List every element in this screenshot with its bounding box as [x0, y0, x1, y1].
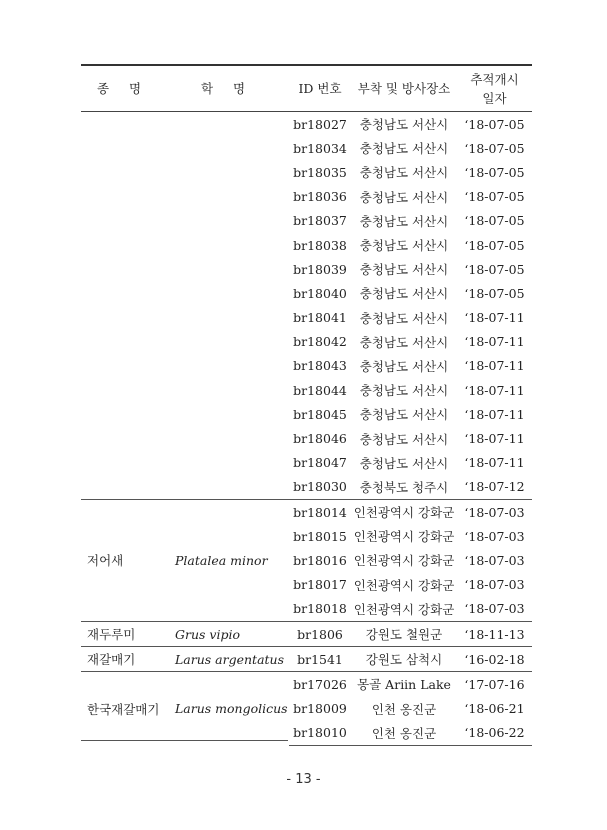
date-cell: ‘18-07-05: [464, 285, 525, 301]
id-cell: br18043: [293, 358, 347, 374]
date-cell: ‘18-07-03: [464, 601, 525, 617]
place-cell: 충청남도 서산시: [359, 455, 449, 471]
table-row: [81, 112, 532, 137]
place-cell: 인천광역시 강화군: [353, 553, 455, 569]
id-cell: br18040: [293, 285, 347, 301]
id-cell: br18037: [293, 213, 347, 229]
date-cell: ‘18-07-11: [464, 431, 525, 447]
place-cell: 인천광역시 강화군: [353, 529, 455, 545]
id-cell: br18030: [293, 479, 347, 495]
species-cell: 재갈매기: [81, 647, 165, 672]
date-cell: ‘18-07-11: [464, 310, 525, 326]
date-cell: ‘18-07-05: [464, 140, 525, 156]
date-cell: ‘18-07-03: [464, 528, 525, 544]
date-cell: ‘18-07-05: [464, 261, 525, 277]
id-cell: br18047: [293, 455, 347, 471]
place-cell: 인천광역시 강화군: [353, 601, 455, 617]
id-cell: br18035: [293, 164, 347, 180]
date-cell: ‘18-07-05: [464, 116, 525, 132]
date-cell: ‘17-07-16: [457, 672, 532, 697]
date-cell: ‘18-07-03: [457, 500, 532, 525]
page-number: - 13 -: [286, 772, 321, 787]
id-cell: br1541: [289, 647, 351, 672]
place-cell: 충청남도 서산시: [359, 310, 449, 326]
id-cell: br18034: [293, 140, 347, 156]
id-cell: br18044: [293, 382, 347, 398]
id-cell: br18017: [293, 577, 347, 593]
place-cell: 충청남도 서산시: [359, 141, 449, 157]
date-cell: ‘18-07-11: [464, 334, 525, 350]
header-start-date: [457, 65, 532, 112]
id-cell: br18027: [293, 116, 347, 132]
id-cell: br17026: [289, 672, 351, 697]
date-cell: ‘18-07-05: [464, 189, 525, 205]
scientific-name-cell: Platalea minor: [165, 500, 289, 622]
header-start-date-line2: 일자: [482, 90, 507, 106]
id-cell: br18016: [293, 552, 347, 568]
place-cell: 충청남도 서산시: [359, 286, 449, 302]
date-cell: ‘18-07-11: [464, 455, 525, 471]
species-cell: 저어새: [81, 500, 165, 622]
species-cell: 재두루미: [81, 621, 165, 646]
id-cell: br18014: [289, 500, 351, 525]
scientific-name-cell: Grus vipio: [165, 621, 289, 646]
date-cell: ‘18-06-22: [457, 721, 532, 746]
date-cell: ‘18-06-21: [464, 701, 525, 717]
table-row: [81, 647, 532, 672]
species-cell: [81, 112, 165, 500]
id-cell: br18039: [293, 261, 347, 277]
date-cell: ‘18-07-03: [464, 577, 525, 593]
date-cell: ‘18-07-11: [464, 358, 525, 374]
date-cell: ‘18-07-05: [464, 164, 525, 180]
scientific-name-cell: [165, 112, 289, 500]
header-species: 종 명: [81, 65, 165, 112]
place-cell: 충청남도 서산시: [359, 189, 449, 205]
id-cell: br18041: [293, 310, 347, 326]
table-body: [81, 112, 532, 746]
id-cell: br18009: [293, 701, 347, 717]
place-cell: 충청남도 서산시: [359, 383, 449, 399]
id-cell: br18010: [289, 721, 351, 746]
table-row: [81, 672, 532, 697]
species-tracking-table: [81, 64, 532, 746]
date-cell: ‘18-07-03: [464, 552, 525, 568]
place-cell: 충청남도 서산시: [359, 431, 449, 447]
table-row: [81, 621, 532, 646]
species-cell: 한국재갈매기: [81, 672, 165, 746]
place-cell: 인천광역시 강화군: [353, 577, 455, 593]
id-cell: br18015: [293, 528, 347, 544]
id-cell: br1806: [289, 621, 351, 646]
place-cell: 충청남도 서산시: [359, 262, 449, 278]
place-cell: 몽골 Ariin Lake: [351, 672, 457, 697]
place-cell: 충청남도 서산시: [359, 165, 449, 181]
date-cell: ‘18-07-05: [464, 213, 525, 229]
header-start-date-line1: 추적개시: [470, 71, 519, 87]
date-cell: ‘18-07-12: [464, 479, 525, 495]
scientific-name-cell: Larus argentatus: [165, 647, 289, 672]
header-id-number: ID 번호: [289, 65, 351, 112]
place-cell: 충청남도 서산시: [359, 238, 449, 254]
table-row: [81, 500, 532, 525]
place-cell: 충청남도 서산시: [359, 407, 449, 423]
place-cell: 강원도 삼척시: [351, 647, 457, 672]
id-cell: br18045: [293, 406, 347, 422]
id-cell: br18036: [293, 189, 347, 205]
date-cell: ‘18-11-13: [457, 621, 532, 646]
date-cell: ‘18-07-05: [464, 237, 525, 253]
date-cell: ‘18-07-11: [464, 406, 525, 422]
header-row: [81, 65, 532, 112]
table-end-line: [81, 740, 288, 741]
place-cell: 인천 옹진군: [351, 721, 457, 746]
place-cell: 충청남도 서산시: [359, 358, 449, 374]
place-cell: 충청남도 서산시: [359, 117, 449, 133]
scientific-name-cell: Larus mongolicus: [165, 672, 289, 746]
date-cell: ‘18-07-11: [464, 382, 525, 398]
place-cell: 충청남도 서산시: [359, 334, 449, 350]
id-cell: br18046: [293, 431, 347, 447]
header-place: 부착 및 방사장소: [351, 65, 457, 112]
place-cell: 강원도 철원군: [351, 621, 457, 646]
id-cell: br18038: [293, 237, 347, 253]
header-scientific-name: 학 명: [165, 65, 289, 112]
id-cell: br18042: [293, 334, 347, 350]
date-cell: ‘16-02-18: [457, 647, 532, 672]
id-cell: br18018: [293, 601, 347, 617]
table-header: [81, 65, 532, 112]
place-cell: 충청남도 서산시: [359, 213, 449, 229]
place-cell: 충청북도 청주시: [359, 479, 449, 495]
place-cell: 인천광역시 강화군: [351, 500, 457, 525]
place-cell: 인천 옹진군: [371, 701, 437, 717]
